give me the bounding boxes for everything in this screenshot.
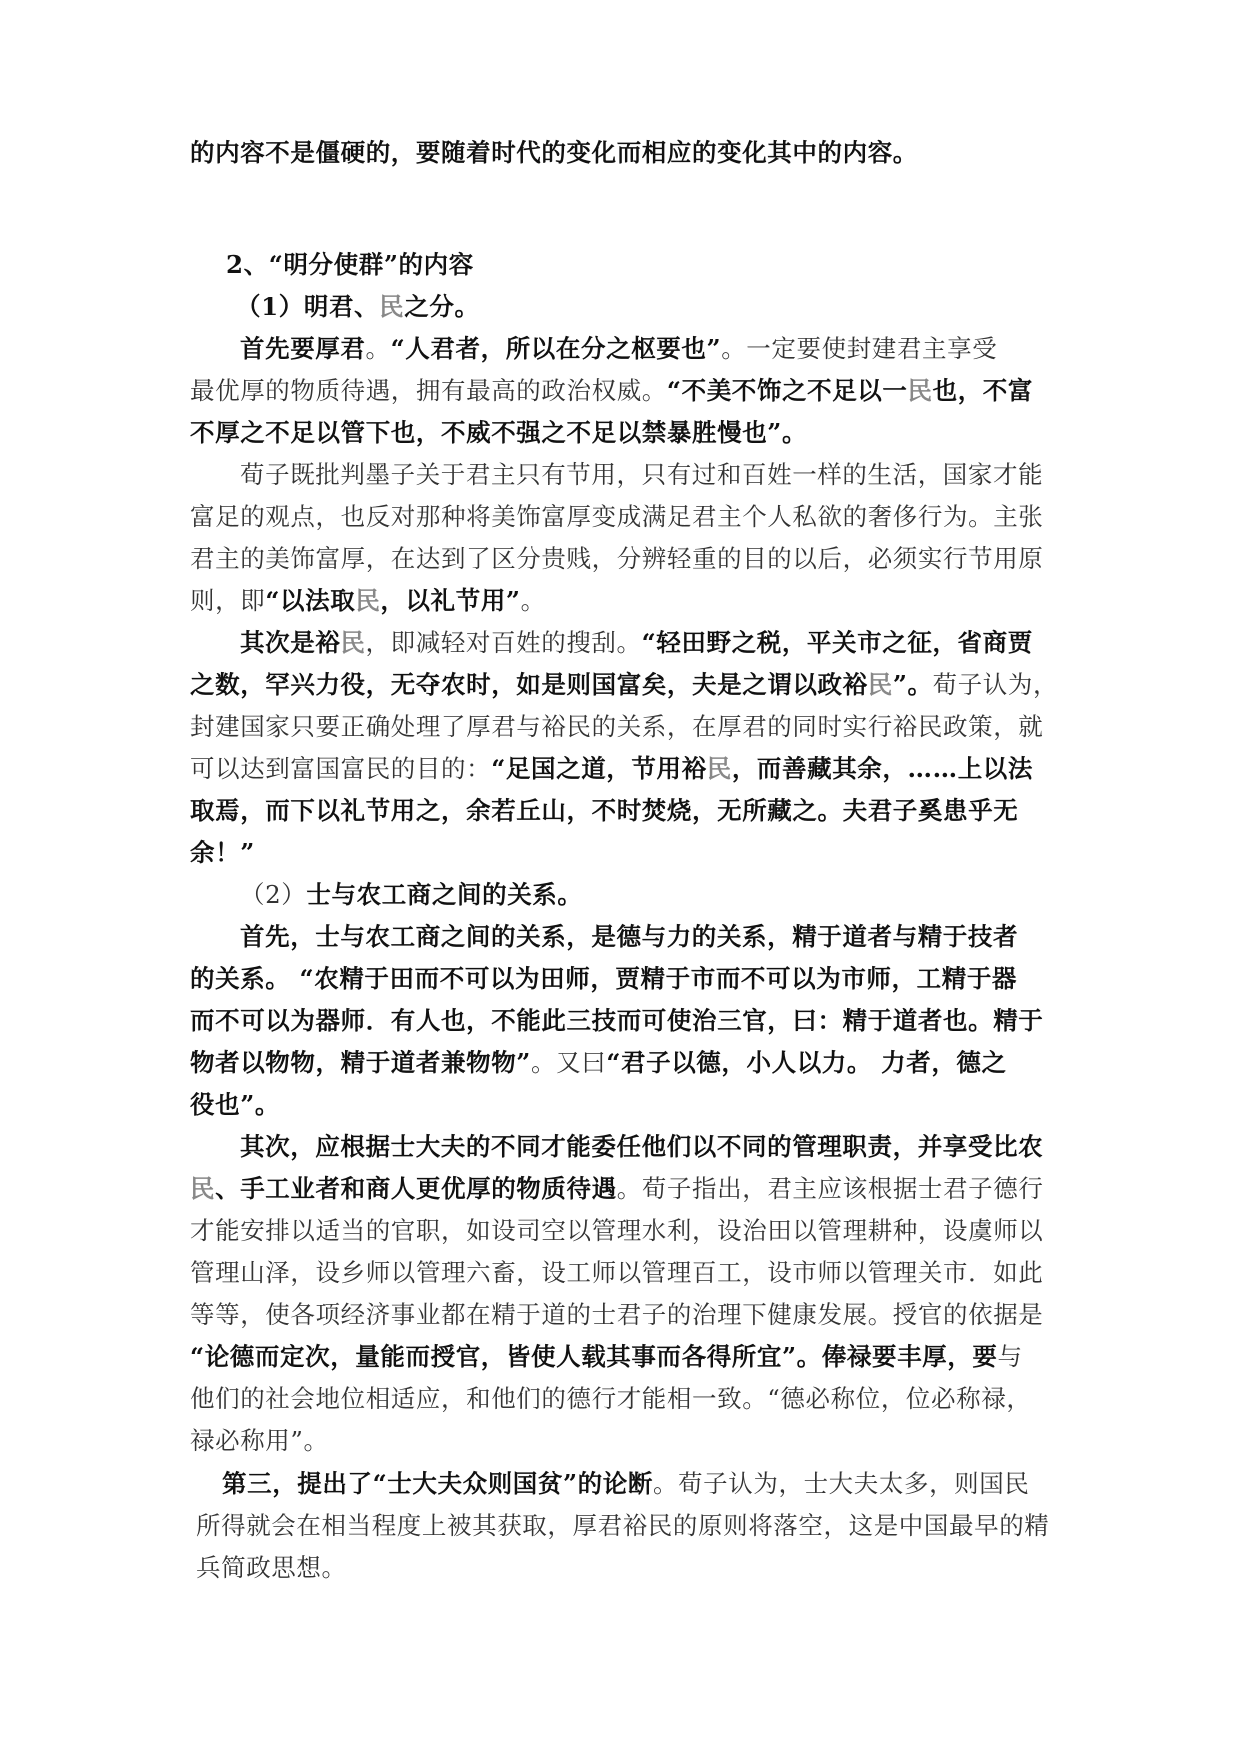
text-run: “君子以德，小人以力。 力者，德之 <box>606 1048 1007 1077</box>
text-run: 其次是裕 <box>240 628 341 657</box>
text-run: 民 <box>706 754 732 783</box>
text-line <box>240 917 1018 957</box>
text-run: 民 <box>907 376 933 405</box>
text-line <box>190 1043 1007 1083</box>
text-run: “轻田野之税，平关市之征，省商贾 <box>641 628 1033 657</box>
text-line <box>190 1337 1023 1377</box>
text-line <box>190 1379 1031 1419</box>
text-line <box>236 287 480 327</box>
text-run: “人君者，所以在分之枢要也” <box>390 334 722 363</box>
text-line <box>240 623 1033 663</box>
text-run: （2） <box>240 880 307 909</box>
text-run: 最优厚的物质待遇，拥有最高的政治权威。 <box>190 376 667 405</box>
text-run: 富足的观点，也反对那种将美饰富厚变成满足君主个人私欲的奢侈行为。主张 <box>190 502 1044 531</box>
text-line <box>190 539 1043 579</box>
text-line <box>222 1464 1029 1504</box>
text-run: 则，即 <box>190 586 266 615</box>
text-run: 。 <box>254 1090 281 1119</box>
text-run: 民 <box>340 628 366 657</box>
text-run: “以法取 <box>265 586 356 615</box>
text-run: 等等，使各项经济事业都在精于道的士君子的治理下健康发展。授官的依据是 <box>190 1300 1044 1329</box>
text-run: ”。 <box>892 670 933 699</box>
text-line <box>190 791 1018 831</box>
text-run: 、手工业者和商人更优厚的物质待遇 <box>215 1174 617 1203</box>
text-line <box>190 497 1043 537</box>
text-line <box>240 875 583 915</box>
text-run: 。荀子认为，士大夫太多，则国民 <box>652 1469 1030 1498</box>
text-line <box>190 413 807 453</box>
text-run: 首先，士与农工商之间的关系，是德与力的关系，精于道者与精于技者 <box>240 922 1019 951</box>
text-run: 取焉，而下以礼节用之，余若丘山，不时焚烧，无所藏之。夫君子奚患乎无 <box>190 796 1019 825</box>
text-run: 可以达到富国富民的目的： <box>190 754 492 783</box>
text-line <box>190 665 1058 705</box>
text-run: 第三，提出了“士大夫众则国贫”的论断 <box>222 1469 653 1498</box>
text-line <box>190 1253 1043 1293</box>
text-run: 余！” <box>190 838 255 867</box>
text-run: “不美不饰之不足以一 <box>666 376 908 405</box>
text-run: 而不可以为器师．有人也，不能此三技而可使治三官，曰：精于道者也。精于 <box>190 1006 1044 1035</box>
text-line <box>190 1295 1043 1335</box>
text-run: 。又曰 <box>531 1048 607 1077</box>
text-line <box>190 959 1017 999</box>
text-line <box>190 1001 1043 1041</box>
text-run: 君主的美饰富厚，在达到了区分贵贱，分辨轻重的目的以后，必须实行节用原 <box>190 544 1044 573</box>
text-run: 。荀子指出，君主应该根据士君子德行 <box>616 1174 1044 1203</box>
text-run: 不厚之不足以管下也，不威不强之不足以禁暴胜慢也” <box>190 418 782 447</box>
text-run: 。一定要使封建君主享受 <box>721 334 998 363</box>
text-run: 之分。 <box>404 292 480 321</box>
text-run: 之数，罕兴力役，无夺农时，如是则国富矣，夫是之谓以政裕 <box>190 670 868 699</box>
text-run: 的内容不是僵硬的，要随着时代的变化而相应的变化其中的内容。 <box>190 138 918 167</box>
text-run: 荀子既批判墨子关于君主只有节用，只有过和百姓一样的生活，国家才能 <box>240 460 1044 489</box>
text-run: 。 <box>520 586 546 615</box>
text-line <box>190 581 546 621</box>
text-run: 物者以物物，精于道者兼物物” <box>190 1048 531 1077</box>
text-run: 荀子认为， <box>932 670 1059 699</box>
text-run: 民 <box>355 586 381 615</box>
text-run: “论德而定次，量能而授官，皆使人载其事而各得所宜”。俸禄要丰厚，要 <box>190 1342 998 1371</box>
text-run: 民 <box>867 670 893 699</box>
text-line <box>190 1169 1043 1209</box>
text-run: 2、“明分使群”的内容 <box>226 250 474 279</box>
text-run: 才能安排以适当的官职，如设司空以管理水利，设治田以管理耕种，设虞师以 <box>190 1216 1044 1245</box>
text-line <box>190 1421 329 1461</box>
text-run: 也，不富 <box>932 376 1034 405</box>
text-run: 禄必称用”。 <box>190 1426 329 1455</box>
text-line <box>190 1211 1043 1251</box>
text-run: ，而善藏其余，……上以法 <box>731 754 1034 783</box>
text-line <box>190 133 918 173</box>
text-run: 所得就会在相当程度上被其获取，厚君裕民的原则将落空，这是中国最早的精 <box>196 1511 1050 1540</box>
text-line <box>190 1085 280 1125</box>
text-line <box>196 1548 347 1588</box>
text-line <box>240 455 1043 495</box>
text-line <box>226 245 474 285</box>
text-line <box>190 749 1033 789</box>
text-run: 役也” <box>190 1090 255 1119</box>
text-run: 的关系。 “农精于田而不可以为田师，贾精于市而不可以为市师，工精于器 <box>190 964 1018 993</box>
text-run: （1）明君、 <box>236 292 380 321</box>
text-run: 他们的社会地位相适应，和他们的德行才能相一致。“德必称位，位必称禄， <box>190 1384 1032 1413</box>
text-run: 。 <box>782 418 808 447</box>
text-run: “足国之道，节用裕 <box>491 754 707 783</box>
text-line <box>190 707 1043 747</box>
text-run: ，以礼节用” <box>380 586 521 615</box>
text-run: 封建国家只要正确处理了厚君与裕民的关系，在厚君的同时实行裕民政策，就 <box>190 712 1044 741</box>
text-run: 兵简政思想。 <box>196 1553 347 1582</box>
text-run: 管理山泽，设乡师以管理六畜，设工师以管理百工，设市师以管理关市．如此 <box>190 1258 1044 1287</box>
text-run: 与 <box>997 1342 1023 1371</box>
text-line <box>196 1506 1049 1546</box>
text-line <box>240 329 997 369</box>
text-line <box>240 1127 1043 1167</box>
text-run: 。 <box>365 334 391 363</box>
text-run: ，即减轻对百姓的搜刮。 <box>365 628 642 657</box>
text-run: 士与农工商之间的关系。 <box>306 880 583 909</box>
text-run: 民 <box>190 1174 216 1203</box>
text-line <box>190 371 1033 411</box>
text-run: 其次，应根据士大夫的不同才能委任他们以不同的管理职责，并享受比农 <box>240 1132 1044 1161</box>
text-run: 民 <box>379 292 405 321</box>
text-run: 首先要厚君 <box>240 334 366 363</box>
text-line <box>190 833 255 873</box>
